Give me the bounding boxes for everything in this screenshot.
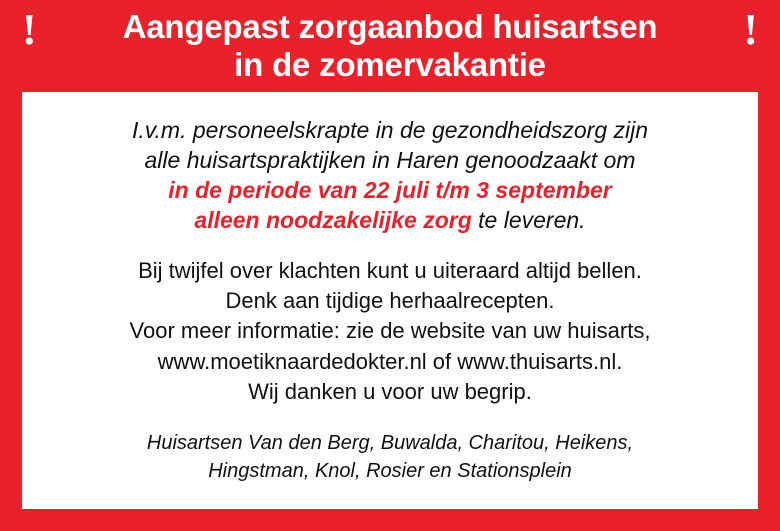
intro-line-4-word: zorg bbox=[423, 206, 472, 233]
exclamation-right-icon: ! bbox=[743, 5, 758, 54]
info-line-5: Wij danken u voor uw begrip. bbox=[248, 379, 532, 404]
info-paragraph bbox=[50, 256, 730, 408]
intro-line-3-highlight: in de periode van 22 juli t/m 3 september bbox=[168, 176, 612, 203]
info-line-4-websites: www.moetiknaardedokter.nl of www.thuisarts.nl. bbox=[157, 348, 623, 374]
intro-line-4 bbox=[50, 206, 730, 236]
poster-body bbox=[22, 92, 758, 509]
signature-paragraph bbox=[50, 429, 730, 485]
signature-line-1: Huisartsen Van den Berg, Buwalda, Charitou, Heikens, bbox=[146, 432, 634, 455]
intro-line-4-tail: te leveren. bbox=[478, 206, 586, 233]
info-line-1: Bij twijfel over klachten kunt u uiteraard altijd bellen. bbox=[138, 257, 642, 283]
info-line-3: Voor meer informatie: zie de website van uw huisarts, bbox=[129, 318, 651, 344]
page-title-line-2: in de zomervakantie bbox=[234, 46, 546, 84]
page-title-line-1: Aangepast zorgaanbod huisartsen bbox=[122, 8, 658, 45]
poster-header bbox=[0, 0, 780, 95]
signature-line-2: Hingstman, Knol, Rosier en Stationsplein bbox=[208, 460, 572, 483]
intro-line-1: I.v.m. personeelskrapte in de gezondheidszorg zijn bbox=[131, 117, 649, 143]
intro-paragraph bbox=[50, 116, 730, 236]
info-line-2: Denk aan tijdige herhaalrecepten. bbox=[225, 287, 555, 313]
exclamation-left-icon: ! bbox=[22, 5, 37, 54]
intro-line-4-bold: alleen noodzakelijke bbox=[194, 206, 417, 233]
intro-line-2: alle huisartspraktijken in Haren genoodzaakt om bbox=[144, 146, 636, 173]
